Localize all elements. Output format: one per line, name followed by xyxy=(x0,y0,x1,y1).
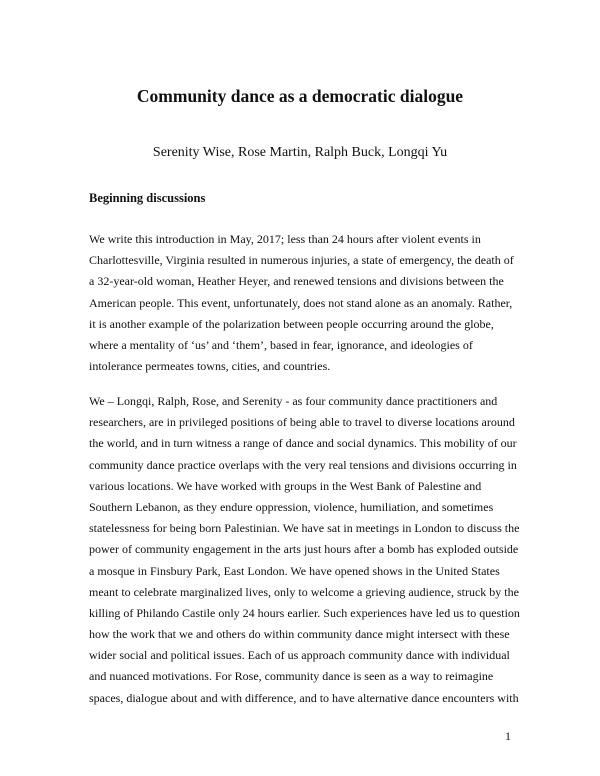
paragraph-line: American people. This event, unfortunately, does not stand alone as an anomaly. Rather, xyxy=(89,295,513,310)
paragraph-line: a 32-year-old woman, Heather Heyer, and renewed tensions and divisions between the xyxy=(89,274,504,289)
paragraph-line: the world, and in turn witness a range of dance and social dynamics. This mobility of our xyxy=(89,436,517,451)
paragraph-line: intolerance permeates towns, cities, and countries. xyxy=(89,359,331,374)
paragraph-line: We write this introduction in May, 2017; less than 24 hours after violent events in xyxy=(89,232,481,246)
body-paragraph-2 xyxy=(89,391,519,709)
paragraph-line: Charlottesville, Virginia resulted in numerous injuries, a state of emergency, the death of xyxy=(89,253,514,268)
paragraph-line: power of community engagement in the arts just hours after a bomb has exploded outside xyxy=(89,542,519,557)
paragraph-line: it is another example of the polarization between people occurring around the globe, xyxy=(89,316,494,331)
author-list: Serenity Wise, Rose Martin, Ralph Buck, Longqi Yu xyxy=(152,145,448,160)
paragraph-line: community dance practice overlaps with the very real tensions and divisions occurring in xyxy=(89,457,517,472)
paragraph-line: statelessness for being born Palestinian. We have sat in meetings in London to discuss the xyxy=(89,521,520,536)
paragraph-line: where a mentality of ‘us’ and ‘them’, based in fear, ignorance, and ideologies of xyxy=(89,337,473,352)
paragraph-line: a mosque in Finsbury Park, East London. We have opened shows in the United States xyxy=(89,563,500,578)
paragraph-line: wider social and political issues. Each of us approach community dance with individual xyxy=(89,648,510,663)
paragraph-line: and nuanced motivations. For Rose, community dance is seen as a way to reimagine xyxy=(89,669,494,684)
paragraph-line: various locations. We have worked with groups in the West Bank of Palestine and xyxy=(89,478,482,493)
paragraph-line: how the work that we and others do within community dance might intersect with these xyxy=(89,627,510,642)
paragraph-line: researchers, are in privileged positions of being able to travel to diverse locations around xyxy=(89,415,515,430)
paragraph-line: We – Longqi, Ralph, Rose, and Serenity - as four community dance practitioners and xyxy=(89,394,498,408)
paragraph-line: meant to celebrate marginalized lives, only to welcome a grieving audience, struck by the xyxy=(89,584,519,599)
page-number: 1 xyxy=(505,729,511,743)
paragraph-line: spaces, dialogue about and with difference, and to have alternative dance encounters with xyxy=(89,690,519,705)
section-heading: Beginning discussions xyxy=(89,191,206,205)
paragraph-line: Southern Lebanon, as they endure oppression, violence, humiliation, and sometimes xyxy=(89,499,494,514)
body-paragraph-1 xyxy=(89,229,519,377)
document-title: Community dance as a democratic dialogue xyxy=(136,86,464,106)
paragraph-line: killing of Philando Castile only 24 hours earlier. Such experiences have led us to question xyxy=(89,605,520,620)
